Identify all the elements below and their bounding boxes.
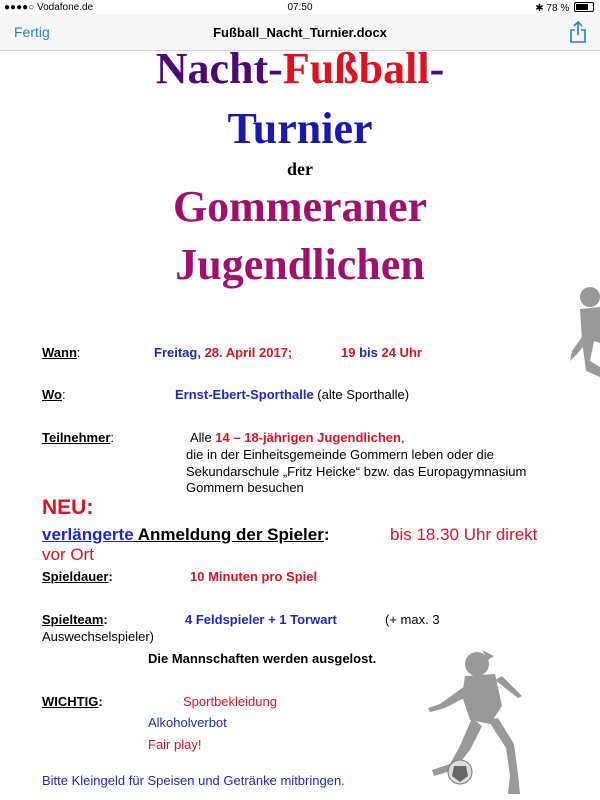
wichtig-colon: : bbox=[98, 694, 103, 709]
teilnehmer-label: Teilnehmer bbox=[42, 430, 111, 445]
bluetooth-icon: ✱ bbox=[535, 3, 544, 14]
wann-value bbox=[154, 345, 292, 360]
headline-jugendlichen: Jugendlichen bbox=[175, 240, 425, 289]
wann-to: 24 Uhr bbox=[381, 345, 422, 360]
battery-status bbox=[535, 2, 594, 14]
carrier-signal: ●●●●○ Vodafone.de bbox=[4, 2, 94, 13]
spielteam-value: 4 Feldspieler + 1 Torwart bbox=[185, 612, 337, 627]
auslosung-note: Die Mannschaften werden ausgelost. bbox=[148, 651, 377, 666]
headline-fussball: Fußball bbox=[282, 51, 430, 93]
spieldauer-colon: : bbox=[108, 569, 113, 584]
wann-date: 28. April 2017; bbox=[204, 345, 293, 360]
runner-silhouette-image bbox=[568, 281, 600, 391]
teilnehmer-comma: , bbox=[400, 430, 405, 445]
spielteam-extra: (+ max. 3 bbox=[385, 612, 440, 627]
headline-turnier: Turnier bbox=[227, 104, 373, 153]
anmeldung-text: Anmeldung der Spieler bbox=[133, 525, 324, 544]
document-title: Fußball_Nacht_Turnier.docx bbox=[213, 25, 387, 40]
spieldauer-label: Spieldauer bbox=[42, 569, 109, 584]
teilnehmer-line3: Sekundarschule „Fritz Heicke“ bzw. das Europagymnasium bbox=[186, 464, 527, 479]
battery-icon bbox=[574, 2, 594, 12]
wann-time bbox=[341, 345, 422, 360]
headline-dash: - bbox=[429, 51, 445, 93]
spielteam-extra-line2: Auswechselspieler) bbox=[42, 629, 154, 644]
wo-value bbox=[175, 387, 409, 402]
anmeldung-colon: : bbox=[323, 525, 330, 544]
done-button[interactable]: Fertig bbox=[14, 24, 50, 40]
wo-label: Wo bbox=[42, 387, 62, 402]
status-bar bbox=[0, 0, 600, 14]
wichtig-label: WICHTIG bbox=[42, 694, 99, 709]
teilnehmer-age: 14 – 18-jährigen Jugendlichen bbox=[215, 430, 401, 445]
headline-gommeraner: Gommeraner bbox=[172, 182, 428, 231]
teilnehmer-line1 bbox=[190, 430, 405, 445]
share-icon[interactable] bbox=[570, 21, 586, 48]
spieldauer-row bbox=[42, 569, 113, 584]
footer-note: Bitte Kleingeld für Speisen und Getränke mitbringen. bbox=[42, 773, 345, 788]
spielteam-row bbox=[42, 612, 108, 627]
teilnehmer-row bbox=[42, 430, 114, 445]
wo-colon: : bbox=[61, 387, 66, 402]
navigation-bar bbox=[0, 14, 600, 51]
wichtig-sportbekleidung: Sportbekleidung bbox=[183, 694, 277, 709]
wann-from: 19 bbox=[341, 345, 356, 360]
anmeldung-row bbox=[42, 525, 330, 545]
wichtig-fairplay: Fair play! bbox=[148, 737, 202, 752]
wo-place: Ernst-Ebert-Sporthalle bbox=[175, 387, 314, 402]
document-content bbox=[0, 51, 600, 800]
wichtig-alkoholverbot: Alkoholverbot bbox=[148, 715, 227, 730]
spielteam-label: Spielteam bbox=[42, 612, 104, 627]
football-player-silhouette-image bbox=[410, 646, 560, 800]
wann-day: Freitag, bbox=[154, 345, 205, 360]
wichtig-row bbox=[42, 694, 103, 709]
headline-nacht: Nacht- bbox=[155, 51, 283, 93]
battery-percent: 78 % bbox=[546, 3, 570, 14]
teilnehmer-line4: Gommern besuchen bbox=[186, 480, 304, 495]
spieldauer-value: 10 Minuten pro Spiel bbox=[190, 569, 318, 584]
wann-colon: : bbox=[76, 345, 81, 360]
headline-line1 bbox=[0, 51, 600, 94]
teilnehmer-line2: die in der Einheitsgemeinde Gommern leben oder die bbox=[186, 447, 494, 462]
anmeldung-time: bis 18.30 Uhr direkt bbox=[390, 525, 538, 544]
wann-bis: bis bbox=[355, 345, 382, 360]
wann-row bbox=[42, 345, 81, 360]
anmeldung-verlaengerte: verlängerte bbox=[42, 525, 134, 544]
anmeldung-time-line2: vor Ort bbox=[42, 545, 94, 564]
teilnehmer-colon: : bbox=[110, 430, 115, 445]
wann-label: Wann bbox=[42, 345, 77, 360]
neu-heading: NEU: bbox=[42, 496, 94, 519]
wo-row bbox=[42, 387, 66, 402]
headline-der: der bbox=[287, 159, 313, 179]
teilnehmer-alle: Alle bbox=[190, 430, 216, 445]
spielteam-colon: : bbox=[103, 612, 108, 627]
wo-note: (alte Sporthalle) bbox=[313, 387, 410, 402]
clock: 07:50 bbox=[287, 2, 313, 13]
